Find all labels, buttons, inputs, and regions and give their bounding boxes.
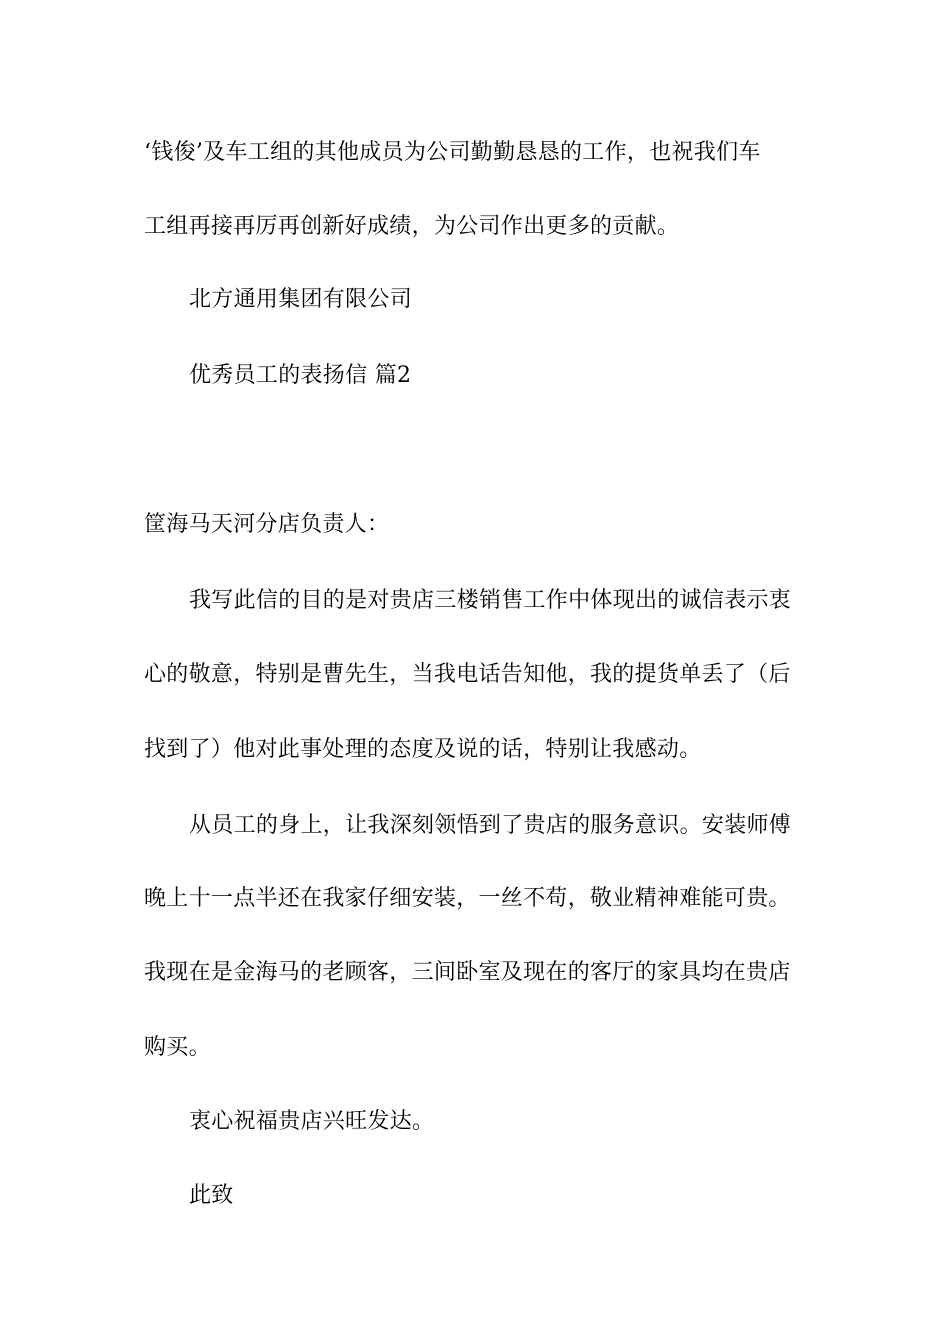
section-heading: 优秀员工的表扬信 篇2 [189,363,412,388]
paragraph-line: ‘钱俊’及车工组的其他成员为公司勤勤恳恳的工作，也祝我们车 [144,140,761,165]
closing-phrase: 此致 [189,1183,234,1208]
paragraph-line: 工组再接再厉再创新好成绩，为公司作出更多的贡献。 [144,214,680,239]
paragraph-line: 我写此信的目的是对贵店三楼销售工作中体现出的诚信表示衷 [189,588,792,613]
company-signature: 北方通用集团有限公司 [189,287,413,312]
paragraph-line: 从员工的身上，让我深刻领悟到了贵店的服务意识。安装师傅 [189,813,792,838]
paragraph-line: 心的敬意，特别是曹先生，当我电话告知他，我的提货单丢了（后 [144,662,791,687]
salutation: 筐海马天河分店负责人： [144,512,390,537]
closing-wish: 衷心祝福贵店兴旺发达。 [189,1109,435,1134]
paragraph-line: 我现在是金海马的老顾客，三间卧室及现在的客厅的家具均在贵店 [144,960,791,985]
paragraph-line: 找到了）他对此事处理的态度及说的话，特别让我感动。 [144,737,702,762]
paragraph-line: 晚上十一点半还在我家仔细安装，一丝不苟，敬业精神难能可贵。 [144,886,791,911]
paragraph-line: 购买。 [144,1035,211,1060]
